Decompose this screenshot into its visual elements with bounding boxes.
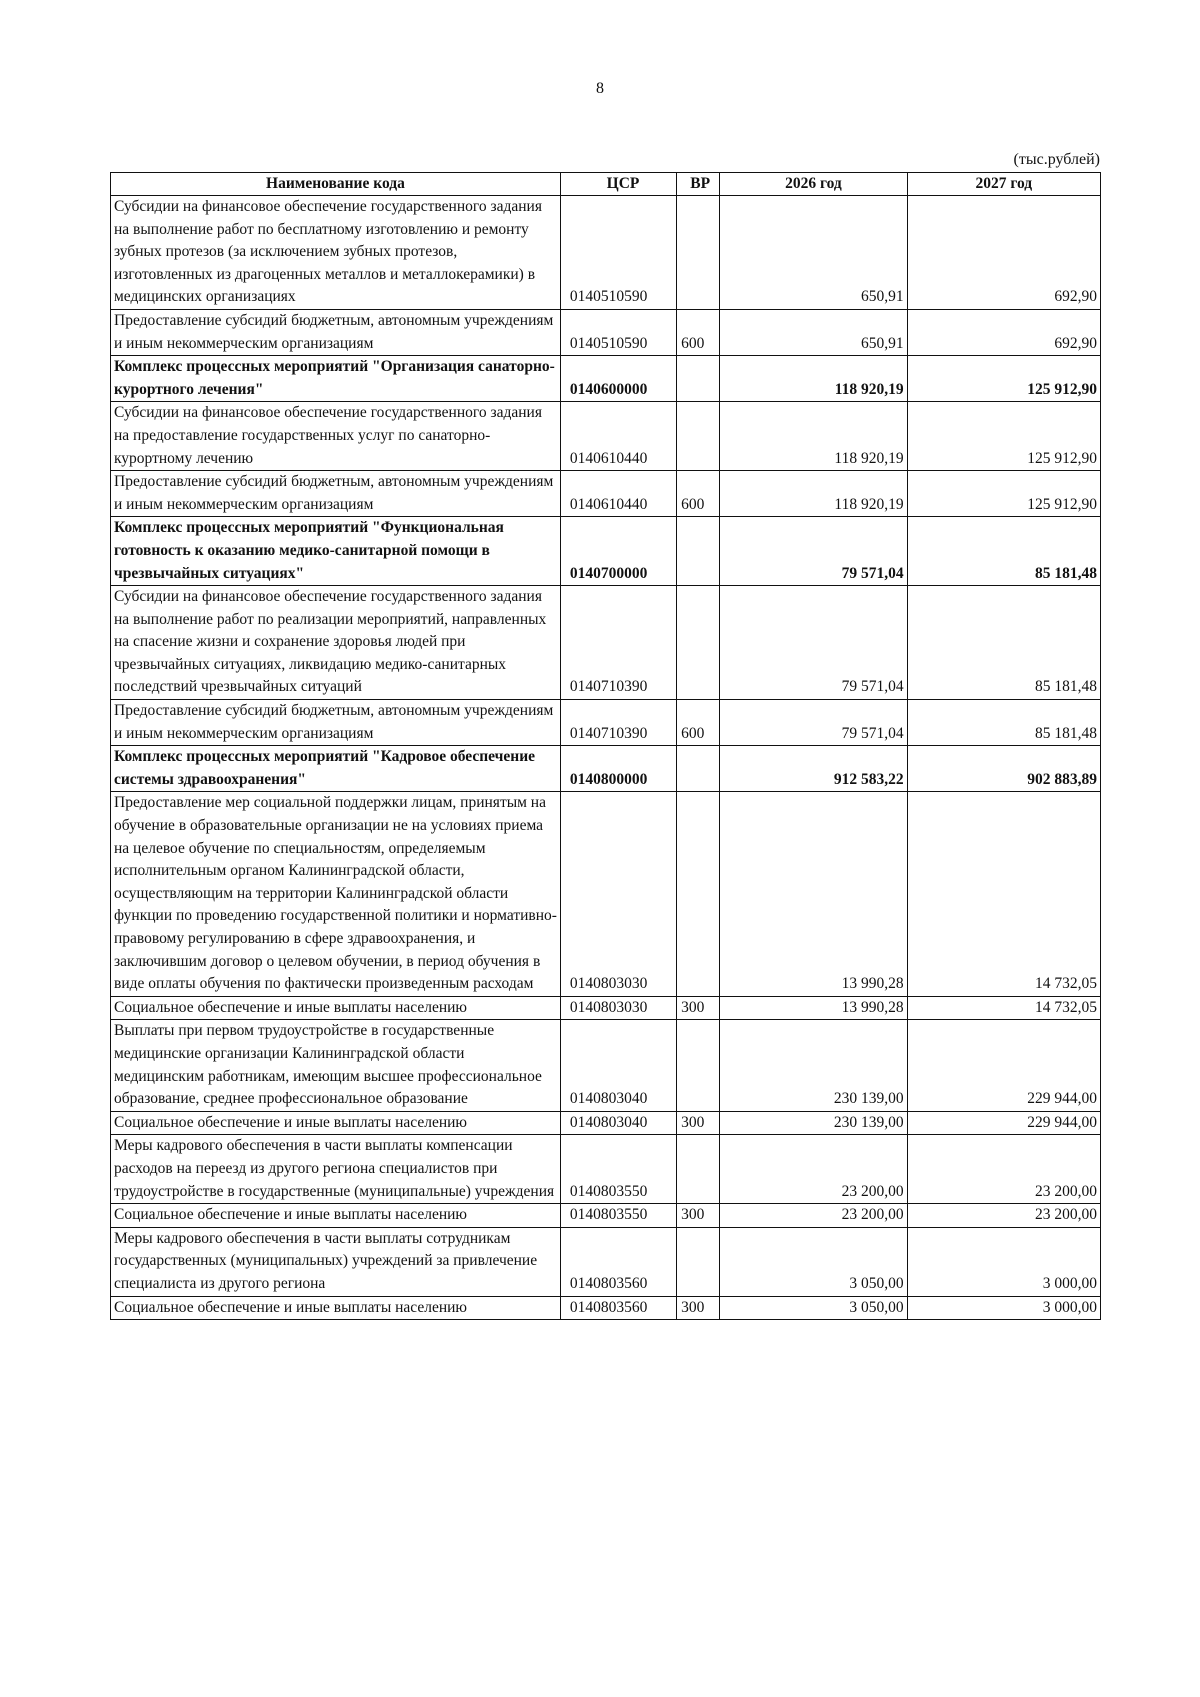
cell-vr xyxy=(677,1227,720,1296)
table-row xyxy=(111,1296,1101,1320)
cell-2026: 650,91 xyxy=(720,309,907,355)
cell-name: Комплекс процессных мероприятий "Организация санаторно-курортного лечения" xyxy=(111,356,561,402)
cell-2027: 902 883,89 xyxy=(907,746,1100,792)
cell-csr: 0140610440 xyxy=(560,402,676,471)
cell-name: Предоставление субсидий бюджетным, автономным учреждениям и иным некоммерческим организациям xyxy=(111,471,561,517)
cell-2026: 912 583,22 xyxy=(720,746,907,792)
cell-2027: 14 732,05 xyxy=(907,792,1100,996)
cell-name: Меры кадрового обеспечения в части выплаты компенсации расходов на переезд из другого региона специалистов при трудоустройстве в государственные (муниципальные) учреждения xyxy=(111,1135,561,1204)
cell-2027: 3 000,00 xyxy=(907,1227,1100,1296)
cell-vr xyxy=(677,1135,720,1204)
units-label: (тыс.рублей) xyxy=(1013,151,1100,168)
cell-vr xyxy=(677,1020,720,1111)
cell-csr: 0140600000 xyxy=(560,356,676,402)
cell-name: Меры кадрового обеспечения в части выплаты сотрудникам государственных (муниципальных) учреждений за привлечение специалиста из другого региона xyxy=(111,1227,561,1296)
header-vr: ВР xyxy=(677,173,720,196)
table-row xyxy=(111,471,1101,517)
table-row xyxy=(111,196,1101,310)
header-name: Наименование кода xyxy=(111,173,561,196)
cell-2027: 229 944,00 xyxy=(907,1020,1100,1111)
cell-2026: 13 990,28 xyxy=(720,792,907,996)
cell-2026: 230 139,00 xyxy=(720,1020,907,1111)
cell-vr: 300 xyxy=(677,1111,720,1135)
cell-csr: 0140803550 xyxy=(560,1135,676,1204)
cell-2027: 125 912,90 xyxy=(907,471,1100,517)
cell-vr: 300 xyxy=(677,996,720,1020)
header-2027: 2027 год xyxy=(907,173,1100,196)
cell-2027: 85 181,48 xyxy=(907,586,1100,700)
table-row xyxy=(111,517,1101,586)
budget-table xyxy=(110,172,1101,1320)
cell-vr: 300 xyxy=(677,1204,720,1228)
cell-vr xyxy=(677,517,720,586)
cell-name: Комплекс процессных мероприятий "Кадровое обеспечение системы здравоохранения" xyxy=(111,746,561,792)
header-2026: 2026 год xyxy=(720,173,907,196)
table-row xyxy=(111,1227,1101,1296)
cell-2026: 23 200,00 xyxy=(720,1135,907,1204)
cell-name: Выплаты при первом трудоустройстве в государственные медицинские организации Калининградской области медицинским работникам, имеющим высшее профессиональное образование, среднее профессиональное образование xyxy=(111,1020,561,1111)
cell-2027: 692,90 xyxy=(907,196,1100,310)
cell-name: Субсидии на финансовое обеспечение государственного задания на выполнение работ по бесплатному изготовлению и ремонту зубных протезов (за исключением зубных протезов, изготовленных из драгоценных металлов и металлокерамики) в медицинских организациях xyxy=(111,196,561,310)
cell-2027: 85 181,48 xyxy=(907,517,1100,586)
table-row xyxy=(111,792,1101,996)
cell-name: Предоставление субсидий бюджетным, автономным учреждениям и иным некоммерческим организациям xyxy=(111,309,561,355)
cell-2026: 118 920,19 xyxy=(720,471,907,517)
cell-name: Предоставление мер социальной поддержки лицам, принятым на обучение в образовательные организации не на условиях приема на целевое обучение по специальностям, определяемым исполнительным органом Калининградской области, осуществляющим на территории Калининградской области функции по проведению государственной политики и нормативно-правовому регулированию в сфере здравоохранения, и заключившим договор о целевом обучении, в период обучения в виде оплаты обучения по фактически произведенным расходам xyxy=(111,792,561,996)
cell-2027: 125 912,90 xyxy=(907,402,1100,471)
cell-csr: 0140710390 xyxy=(560,700,676,746)
cell-name: Социальное обеспечение и иные выплаты населению xyxy=(111,1111,561,1135)
cell-2027: 692,90 xyxy=(907,309,1100,355)
cell-vr xyxy=(677,746,720,792)
cell-csr: 0140803040 xyxy=(560,1020,676,1111)
cell-2027: 85 181,48 xyxy=(907,700,1100,746)
cell-2026: 79 571,04 xyxy=(720,700,907,746)
cell-2026: 3 050,00 xyxy=(720,1227,907,1296)
cell-vr: 600 xyxy=(677,471,720,517)
cell-name: Субсидии на финансовое обеспечение государственного задания на предоставление государственных услуг по санаторно-курортному лечению xyxy=(111,402,561,471)
cell-csr: 0140710390 xyxy=(560,586,676,700)
cell-vr xyxy=(677,356,720,402)
cell-csr: 0140510590 xyxy=(560,309,676,355)
cell-2027: 23 200,00 xyxy=(907,1135,1100,1204)
cell-csr: 0140610440 xyxy=(560,471,676,517)
table-row xyxy=(111,700,1101,746)
cell-csr: 0140803030 xyxy=(560,792,676,996)
cell-2027: 229 944,00 xyxy=(907,1111,1100,1135)
table-row xyxy=(111,1111,1101,1135)
cell-name: Социальное обеспечение и иные выплаты населению xyxy=(111,1204,561,1228)
cell-vr xyxy=(677,196,720,310)
cell-name: Социальное обеспечение и иные выплаты населению xyxy=(111,996,561,1020)
table-row xyxy=(111,309,1101,355)
cell-vr: 600 xyxy=(677,700,720,746)
cell-2026: 79 571,04 xyxy=(720,586,907,700)
table-row xyxy=(111,356,1101,402)
cell-csr: 0140803560 xyxy=(560,1296,676,1320)
cell-vr: 300 xyxy=(677,1296,720,1320)
cell-2026: 23 200,00 xyxy=(720,1204,907,1228)
cell-2026: 118 920,19 xyxy=(720,356,907,402)
cell-name: Предоставление субсидий бюджетным, автономным учреждениям и иным некоммерческим организациям xyxy=(111,700,561,746)
cell-2026: 650,91 xyxy=(720,196,907,310)
cell-vr xyxy=(677,586,720,700)
table-row xyxy=(111,996,1101,1020)
table-header-row xyxy=(111,173,1101,196)
cell-vr: 600 xyxy=(677,309,720,355)
table-row xyxy=(111,1020,1101,1111)
cell-csr: 0140803030 xyxy=(560,996,676,1020)
cell-csr: 0140510590 xyxy=(560,196,676,310)
cell-2026: 118 920,19 xyxy=(720,402,907,471)
cell-2026: 3 050,00 xyxy=(720,1296,907,1320)
header-csr: ЦСР xyxy=(560,173,676,196)
cell-2026: 230 139,00 xyxy=(720,1111,907,1135)
page-number: 8 xyxy=(596,80,604,97)
cell-2027: 3 000,00 xyxy=(907,1296,1100,1320)
cell-2027: 14 732,05 xyxy=(907,996,1100,1020)
cell-csr: 0140803560 xyxy=(560,1227,676,1296)
table-row xyxy=(111,1135,1101,1204)
cell-2026: 79 571,04 xyxy=(720,517,907,586)
table-row xyxy=(111,1204,1101,1228)
cell-2027: 23 200,00 xyxy=(907,1204,1100,1228)
cell-vr xyxy=(677,792,720,996)
table-row xyxy=(111,402,1101,471)
cell-csr: 0140803550 xyxy=(560,1204,676,1228)
cell-csr: 0140800000 xyxy=(560,746,676,792)
table-row xyxy=(111,746,1101,792)
cell-vr xyxy=(677,402,720,471)
cell-name: Субсидии на финансовое обеспечение государственного задания на выполнение работ по реализации мероприятий, направленных на спасение жизни и сохранение здоровья людей при чрезвычайных ситуациях, ликвидацию медико-санитарных последствий чрезвычайных ситуаций xyxy=(111,586,561,700)
cell-csr: 0140700000 xyxy=(560,517,676,586)
cell-2026: 13 990,28 xyxy=(720,996,907,1020)
cell-2027: 125 912,90 xyxy=(907,356,1100,402)
cell-name: Социальное обеспечение и иные выплаты населению xyxy=(111,1296,561,1320)
cell-name: Комплекс процессных мероприятий "Функциональная готовность к оказанию медико-санитарной помощи в чрезвычайных ситуациях" xyxy=(111,517,561,586)
cell-csr: 0140803040 xyxy=(560,1111,676,1135)
table-row xyxy=(111,586,1101,700)
